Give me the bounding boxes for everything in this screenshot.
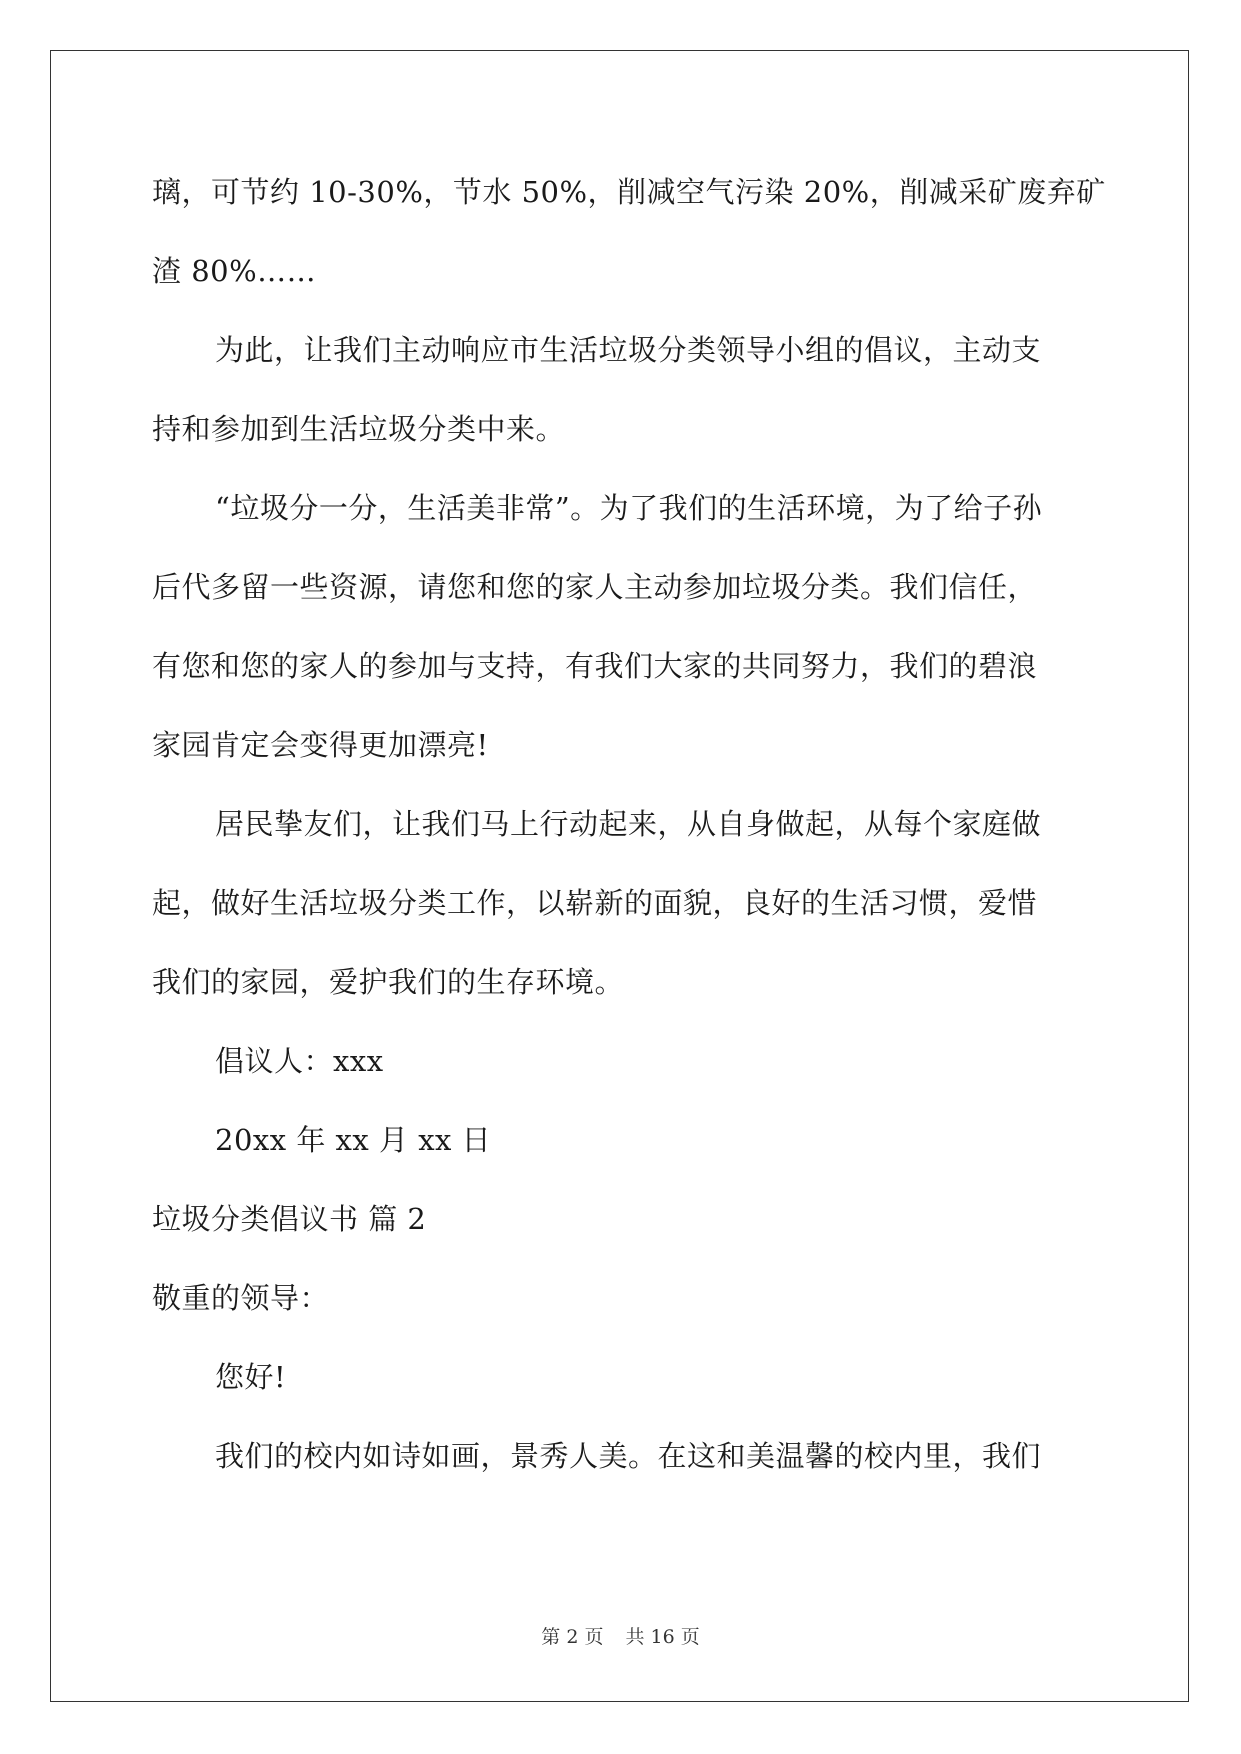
page-number: 第 2 页 bbox=[541, 1626, 604, 1648]
greeting-line: 您好! bbox=[215, 1360, 287, 1394]
text-line: 后代多留一些资源，请您和您的家人主动参加垃圾分类。我们信任， bbox=[152, 570, 1038, 604]
text-line: 璃，可节约 10-30%，节水 50%，削减空气污染 20%，削减采矿废弃矿 bbox=[152, 175, 1106, 209]
text-line: “垃圾分一分，生活美非常”。为了我们的生活环境，为了给子孙 bbox=[215, 491, 1043, 525]
document-body bbox=[152, 162, 1106, 1505]
text-line: 渣 80%…… bbox=[152, 254, 317, 288]
section-heading: 垃圾分类倡议书 篇 2 bbox=[152, 1202, 427, 1236]
text-line: 我们的家园，爱护我们的生存环境。 bbox=[152, 965, 625, 999]
text-line: 持和参加到生活垃圾分类中来。 bbox=[152, 412, 566, 446]
date-line: 20xx 年 xx 月 xx 日 bbox=[215, 1123, 492, 1157]
signatory-line: 倡议人：xxx bbox=[215, 1044, 384, 1078]
text-line: 家园肯定会变得更加漂亮! bbox=[152, 728, 489, 762]
text-line: 为此，让我们主动响应市生活垃圾分类领导小组的倡议，主动支 bbox=[215, 333, 1042, 367]
text-line: 有您和您的家人的参加与支持，有我们大家的共同努力，我们的碧浪 bbox=[152, 649, 1038, 683]
text-line: 起，做好生活垃圾分类工作，以崭新的面貌，良好的生活习惯，爱惜 bbox=[152, 886, 1038, 920]
text-line: 我们的校内如诗如画，景秀人美。在这和美温馨的校内里，我们 bbox=[215, 1439, 1042, 1473]
page-total: 共 16 页 bbox=[625, 1626, 700, 1648]
text-line: 居民挚友们，让我们马上行动起来，从自身做起，从每个家庭做 bbox=[215, 807, 1042, 841]
page-footer bbox=[0, 1622, 1241, 1649]
salutation-line: 敬重的领导： bbox=[152, 1281, 330, 1315]
